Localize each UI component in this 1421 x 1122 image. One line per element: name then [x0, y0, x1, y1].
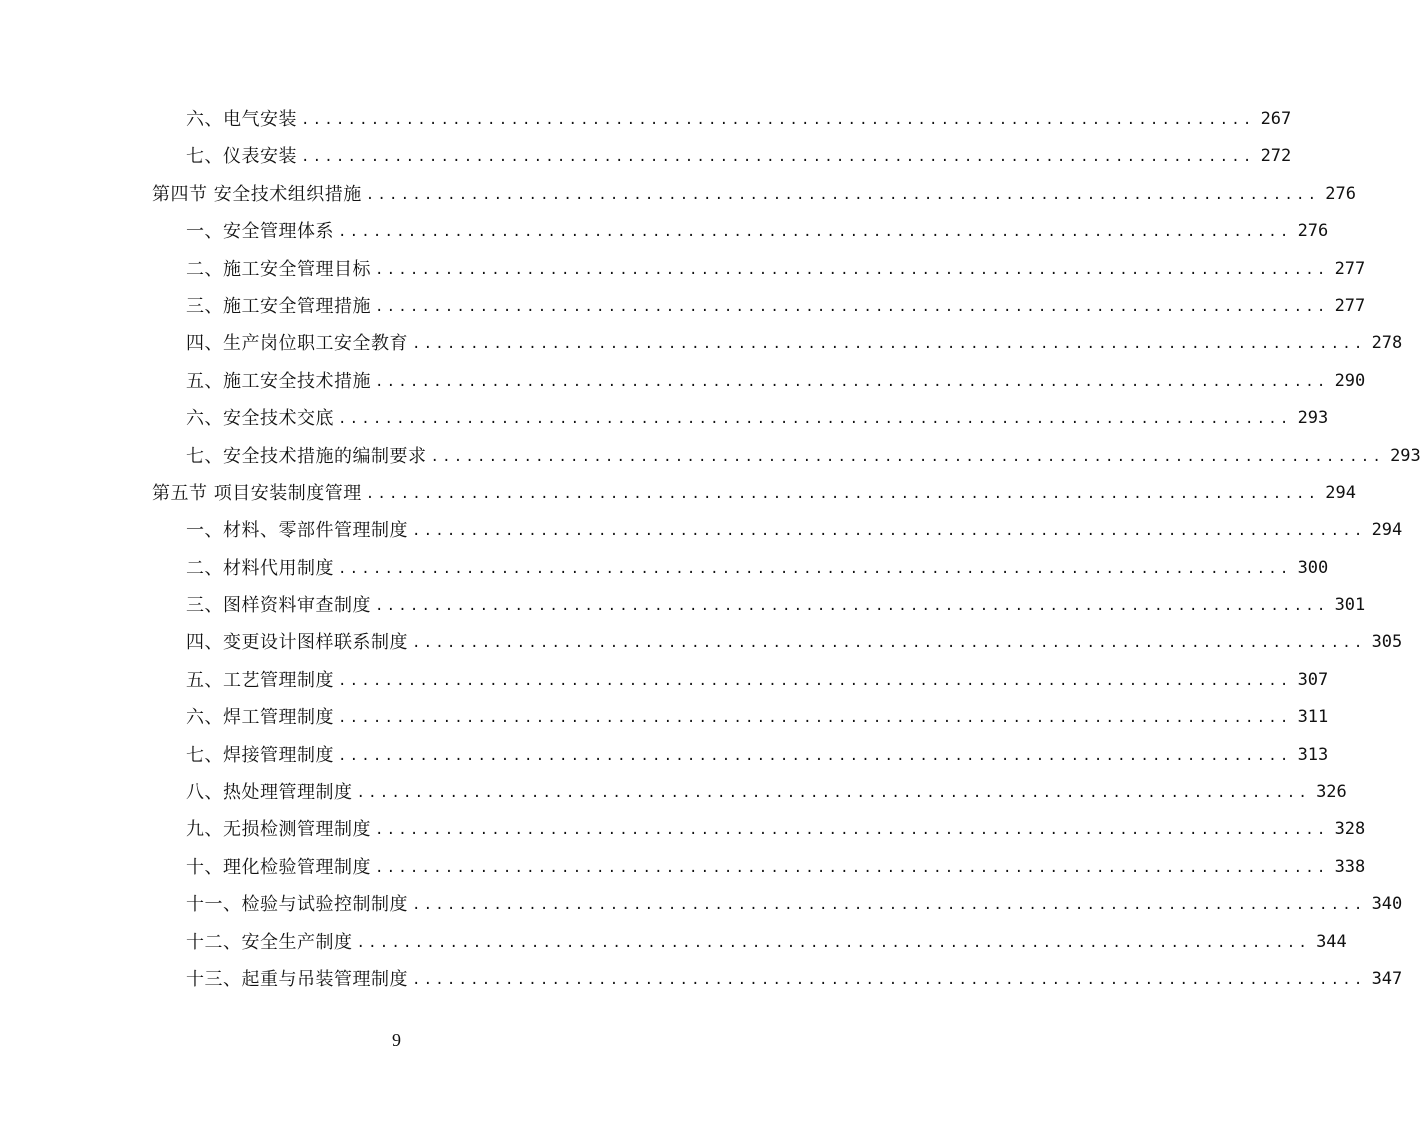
toc-entry-title: 二、材料代用制度 — [186, 557, 334, 579]
toc-section-entry[interactable] — [0, 176, 1357, 213]
toc-entry-title: 十二、安全生产制度 — [186, 931, 353, 953]
toc-entry-page: 277 — [1334, 295, 1366, 316]
toc-dot-leader: .................................................................................. — [375, 261, 1329, 278]
toc-entry-page: 347 — [1371, 968, 1403, 989]
toc-entry-page: 293 — [1297, 408, 1329, 429]
toc-entry-page: 276 — [1297, 221, 1329, 242]
toc-entry[interactable] — [0, 512, 1403, 549]
toc-entry[interactable] — [0, 138, 1292, 175]
toc-entry-page: 277 — [1334, 258, 1366, 279]
toc-dot-leader: .................................................................................. — [375, 298, 1329, 315]
page-number: 9 — [392, 1030, 401, 1050]
toc-entry-page: 300 — [1297, 557, 1329, 578]
toc-entry-page: 293 — [1390, 445, 1421, 466]
toc-entry-title: 七、焊接管理制度 — [186, 744, 334, 766]
table-of-contents — [0, 101, 1421, 998]
toc-entry[interactable] — [0, 699, 1329, 736]
toc-entry-page: 276 — [1325, 183, 1357, 204]
toc-entry[interactable] — [0, 363, 1366, 400]
toc-dot-leader: .................................................................................. — [338, 672, 1292, 689]
toc-entry-title: 五、施工安全技术措施 — [186, 370, 371, 392]
toc-entry-title: 六、电气安装 — [186, 109, 297, 130]
toc-entry-title: 四、生产岗位职工安全教育 — [186, 333, 408, 355]
toc-entry-title: 八、热处理管理制度 — [186, 782, 353, 804]
toc-entry[interactable] — [0, 213, 1329, 250]
toc-entry-page: 290 — [1334, 370, 1366, 391]
toc-entry[interactable] — [0, 811, 1366, 848]
toc-dot-leader: .................................................................................. — [365, 485, 1320, 502]
toc-entry-page: 326 — [1316, 782, 1347, 803]
toc-entry[interactable] — [0, 587, 1366, 624]
toc-entry-title: 三、施工安全管理措施 — [186, 295, 371, 317]
toc-entry-page: 267 — [1260, 109, 1292, 129]
toc-entry-page: 328 — [1334, 819, 1366, 840]
toc-entry-page: 278 — [1371, 333, 1403, 354]
toc-entry-title: 第四节 安全技术组织措施 — [152, 183, 362, 205]
toc-entry-title: 三、图样资料审查制度 — [186, 595, 371, 617]
toc-entry-title: 七、仪表安装 — [186, 146, 297, 168]
toc-dot-leader: .................................................................................. — [365, 186, 1320, 203]
toc-entry-title: 九、无损检测管理制度 — [186, 819, 371, 841]
toc-entry[interactable] — [0, 101, 1292, 138]
toc-dot-leader: .................................................................................. — [356, 934, 1311, 951]
toc-dot-leader: .................................................................................. — [412, 336, 1366, 353]
toc-entry-page: 340 — [1371, 894, 1403, 915]
toc-dot-leader: .................................................................................. — [412, 971, 1366, 988]
toc-entry-page: 305 — [1371, 632, 1403, 653]
toc-entry-title: 一、安全管理体系 — [186, 221, 334, 243]
toc-dot-leader: .................................................................................. — [356, 785, 1311, 802]
toc-entry-title: 一、材料、零部件管理制度 — [186, 520, 408, 542]
toc-dot-leader: .................................................................................. — [301, 112, 1255, 128]
toc-dot-leader: .................................................................................. — [375, 598, 1329, 615]
toc-dot-leader: .................................................................................. — [375, 373, 1329, 390]
toc-entry-title: 十三、起重与吊装管理制度 — [186, 968, 408, 990]
toc-entry-title: 七、安全技术措施的编制要求 — [186, 445, 427, 467]
toc-dot-leader: .................................................................................. — [430, 448, 1385, 465]
toc-entry-page: 311 — [1297, 707, 1329, 728]
toc-entry-title: 二、施工安全管理目标 — [186, 258, 371, 280]
toc-entry[interactable] — [0, 849, 1366, 886]
toc-dot-leader: .................................................................................. — [301, 149, 1255, 166]
toc-entry[interactable] — [0, 624, 1403, 661]
toc-entry-title: 六、安全技术交底 — [186, 408, 334, 430]
toc-entry[interactable] — [0, 774, 1347, 811]
toc-entry-title: 四、变更设计图样联系制度 — [186, 632, 408, 654]
toc-dot-leader: .................................................................................. — [375, 859, 1329, 876]
toc-dot-leader: .................................................................................. — [375, 822, 1329, 839]
toc-entry-page: 301 — [1334, 595, 1366, 616]
toc-entry-page: 313 — [1297, 744, 1329, 765]
toc-entry-page: 294 — [1325, 482, 1357, 503]
toc-entry-page: 344 — [1316, 931, 1347, 952]
toc-entry[interactable] — [0, 662, 1329, 699]
toc-entry-title: 五、工艺管理制度 — [186, 669, 334, 691]
toc-entry[interactable] — [0, 924, 1347, 961]
toc-entry[interactable] — [0, 400, 1329, 437]
toc-entry[interactable] — [0, 737, 1329, 774]
toc-dot-leader: .................................................................................. — [412, 523, 1366, 540]
toc-entry[interactable] — [0, 550, 1329, 587]
toc-dot-leader: .................................................................................. — [412, 635, 1366, 652]
toc-entry[interactable] — [0, 325, 1403, 362]
toc-dot-leader: .................................................................................. — [412, 897, 1366, 914]
toc-entry-title: 第五节 项目安装制度管理 — [152, 482, 362, 504]
toc-entry[interactable] — [0, 886, 1403, 923]
toc-entry-page: 307 — [1297, 669, 1329, 690]
toc-dot-leader: .................................................................................. — [338, 747, 1292, 764]
toc-entry[interactable] — [0, 438, 1421, 475]
toc-entry[interactable] — [0, 961, 1403, 998]
toc-entry-title: 十、理化检验管理制度 — [186, 856, 371, 878]
toc-section-entry[interactable] — [0, 475, 1357, 512]
toc-dot-leader: .................................................................................. — [338, 224, 1292, 241]
toc-entry-title: 十一、检验与试验控制制度 — [186, 894, 408, 916]
toc-entry-page: 338 — [1334, 856, 1366, 877]
toc-dot-leader: .................................................................................. — [338, 710, 1292, 727]
toc-entry[interactable] — [0, 251, 1366, 288]
toc-dot-leader: .................................................................................. — [338, 411, 1292, 428]
toc-entry-title: 六、焊工管理制度 — [186, 707, 334, 729]
toc-entry-page: 272 — [1260, 146, 1292, 167]
toc-dot-leader: .................................................................................. — [338, 560, 1292, 577]
toc-entry-page: 294 — [1371, 520, 1403, 541]
toc-entry[interactable] — [0, 288, 1366, 325]
